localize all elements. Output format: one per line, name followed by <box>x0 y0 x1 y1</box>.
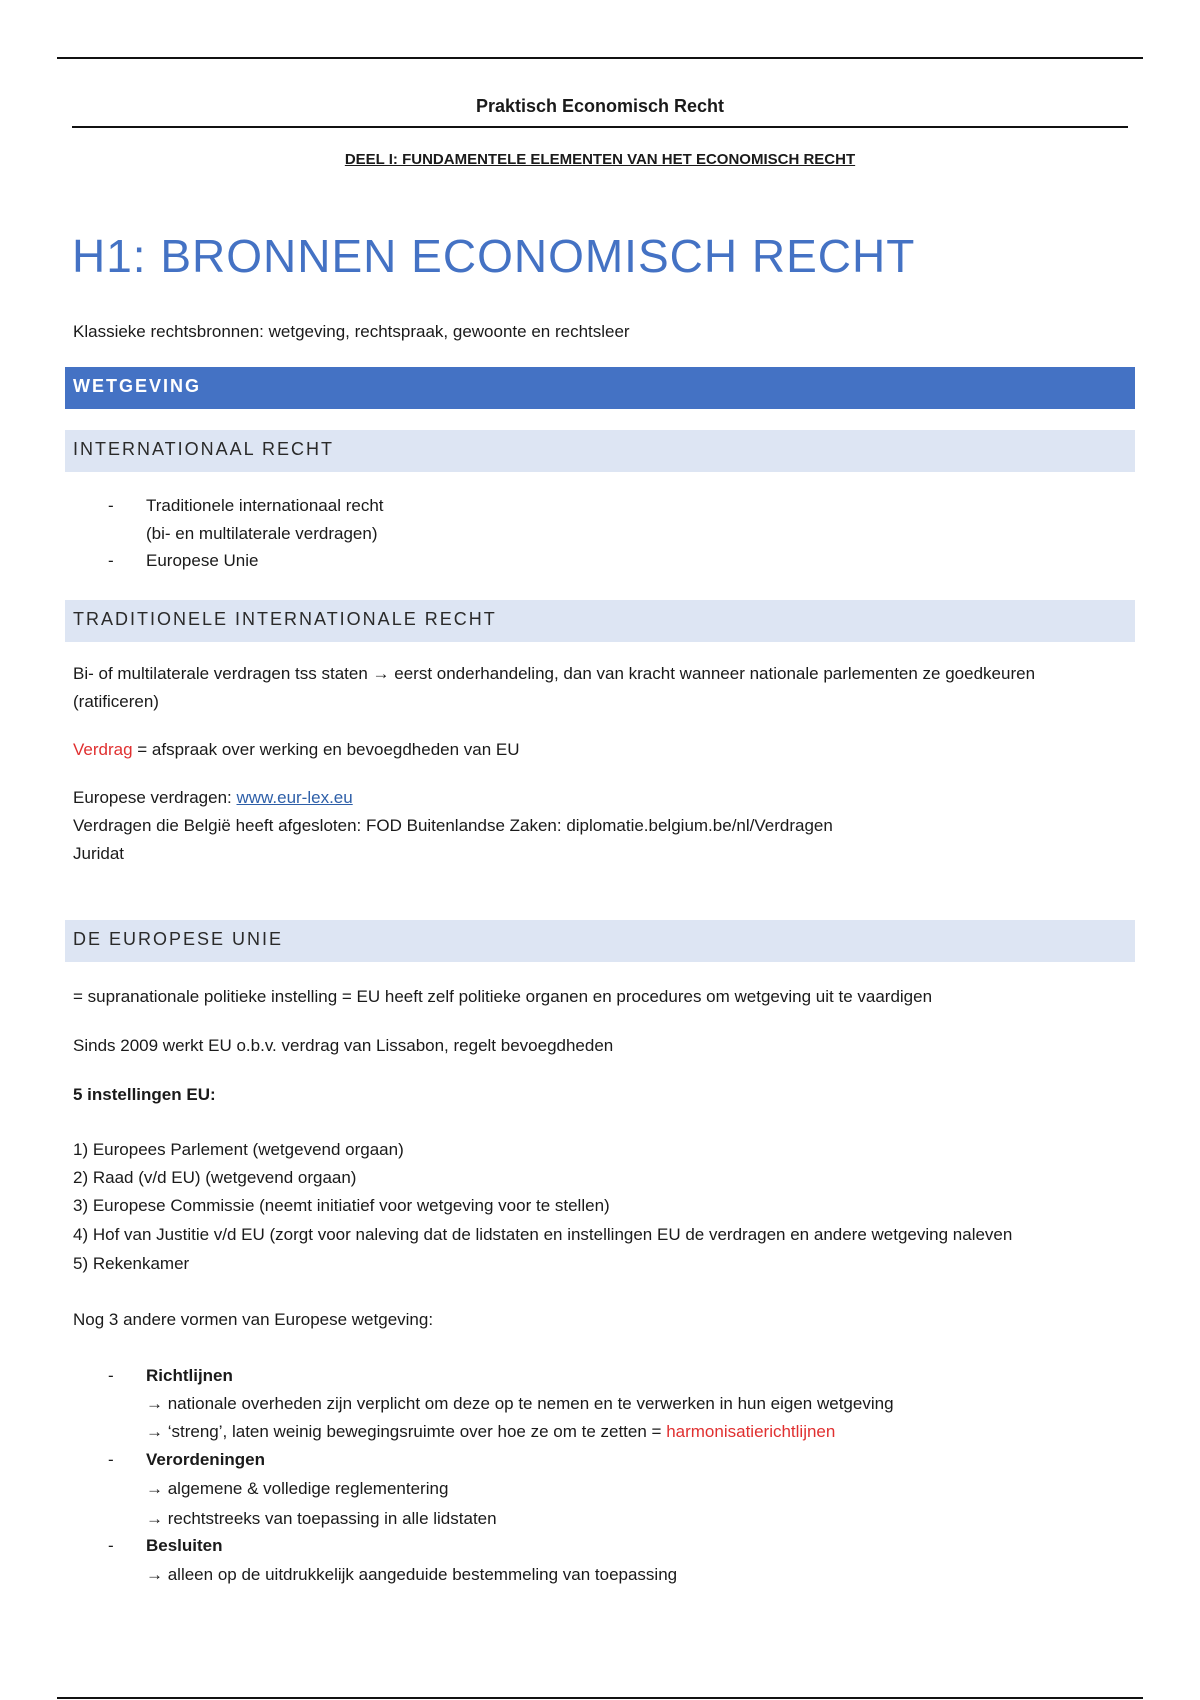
verordeningen-heading: Verordeningen <box>146 1450 266 1469</box>
harmonisatie-term: harmonisatierichtlijnen <box>666 1422 836 1441</box>
section-heading-traditionele: TRADITIONELE INTERNATIONALE RECHT <box>73 609 497 629</box>
list-item: Traditionele internationaal recht <box>146 496 384 515</box>
verdrag-def: = afspraak over werking en bevoegdheden van EU <box>132 740 520 759</box>
verordeningen-point: → algemene & volledige reglementering <box>146 1479 449 1498</box>
instellingen-title: 5 instellingen EU: <box>73 1085 216 1104</box>
eu-verdragen-line <box>73 784 353 812</box>
richtlijnen-text: → ‘streng’, laten weinig bewegingsruimte over hoe ze om te zetten = <box>146 1422 667 1441</box>
list-bullet: - <box>108 496 114 515</box>
instelling-item: 5) Rekenkamer <box>73 1254 190 1273</box>
eu-verdragen-label: Europese verdragen: <box>73 788 237 807</box>
richtlijnen-point: → nationale overheden zijn verplicht om deze op te nemen en te verwerken in hun eigen wetgeving <box>146 1394 894 1413</box>
chapter-intro: Klassieke rechtsbronnen: wetgeving, rechtspraak, gewoonte en rechtsleer <box>73 322 630 341</box>
part-title: DEEL I: FUNDAMENTELE ELEMENTEN VAN HET ECONOMISCH RECHT <box>344 151 856 168</box>
instelling-item: 3) Europese Commissie (neemt initiatief voor wetgeving voor te stellen) <box>73 1196 610 1215</box>
eur-lex-link[interactable]: www.eur-lex.eu <box>236 788 353 807</box>
lissabon-line: Sinds 2009 werkt EU o.b.v. verdrag van Lissabon, regelt bevoegdheden <box>73 1036 614 1055</box>
section-band-wetgeving <box>65 367 1135 409</box>
richtlijnen-point <box>146 1418 835 1446</box>
section-heading-internationaal: INTERNATIONAAL RECHT <box>73 439 335 459</box>
vormen-title: Nog 3 andere vormen van Europese wetgeving: <box>73 1310 434 1329</box>
section-heading-wetgeving: WETGEVING <box>73 376 202 396</box>
section-heading-eu: DE EUROPESE UNIE <box>73 929 284 949</box>
besluiten-heading: Besluiten <box>146 1536 223 1555</box>
section-band-internationaal <box>65 430 1135 472</box>
section-band-traditionele <box>65 600 1135 642</box>
list-bullet: - <box>108 1536 114 1555</box>
list-bullet: - <box>108 1450 114 1469</box>
list-item-continuation: (bi- en multilaterale verdragen) <box>146 524 378 543</box>
instelling-item: 2) Raad (v/d EU) (wetgevend orgaan) <box>73 1168 357 1187</box>
list-bullet: - <box>108 551 114 570</box>
chapter-heading: H1: BRONNEN ECONOMISCH RECHT <box>72 230 916 282</box>
bottom-rule <box>57 1697 1143 1699</box>
juridat-line: Juridat <box>73 844 125 863</box>
verordeningen-point: → rechtstreeks van toepassing in alle lidstaten <box>146 1509 497 1528</box>
verdrag-definition <box>73 736 520 764</box>
belgie-verdragen-line: Verdragen die België heeft afgesloten: FOD Buitenlandse Zaken: diplomatie.belgium.be/nl/Verdragen <box>73 816 833 835</box>
verdrag-term: Verdrag <box>73 740 133 759</box>
instelling-item: 4) Hof van Justitie v/d EU (zorgt voor naleving dat de lidstaten en instellingen EU de verdragen en andere wetgeving naleven <box>73 1225 1013 1244</box>
list-bullet: - <box>108 1366 114 1385</box>
title-rule <box>72 126 1128 128</box>
eu-definition: = supranationale politieke instelling = EU heeft zelf politieke organen en procedures om wetgeving uit te vaardigen <box>73 987 933 1006</box>
list-item: Europese Unie <box>146 551 259 570</box>
besluiten-point: → alleen op de uitdrukkelijk aangeduide bestemmeling van toepassing <box>146 1565 678 1584</box>
section-band-eu <box>65 920 1135 962</box>
paragraph: Bi- of multilaterale verdragen tss staten → eerst onderhandeling, dan van kracht wanneer nationale parlementen ze goedkeuren <box>73 664 1036 683</box>
top-rule <box>57 57 1143 59</box>
richtlijnen-heading: Richtlijnen <box>146 1366 233 1385</box>
document-title: Praktisch Economisch Recht <box>475 96 725 116</box>
paragraph-continuation: (ratificeren) <box>73 692 159 711</box>
instelling-item: 1) Europees Parlement (wetgevend orgaan) <box>73 1140 404 1159</box>
